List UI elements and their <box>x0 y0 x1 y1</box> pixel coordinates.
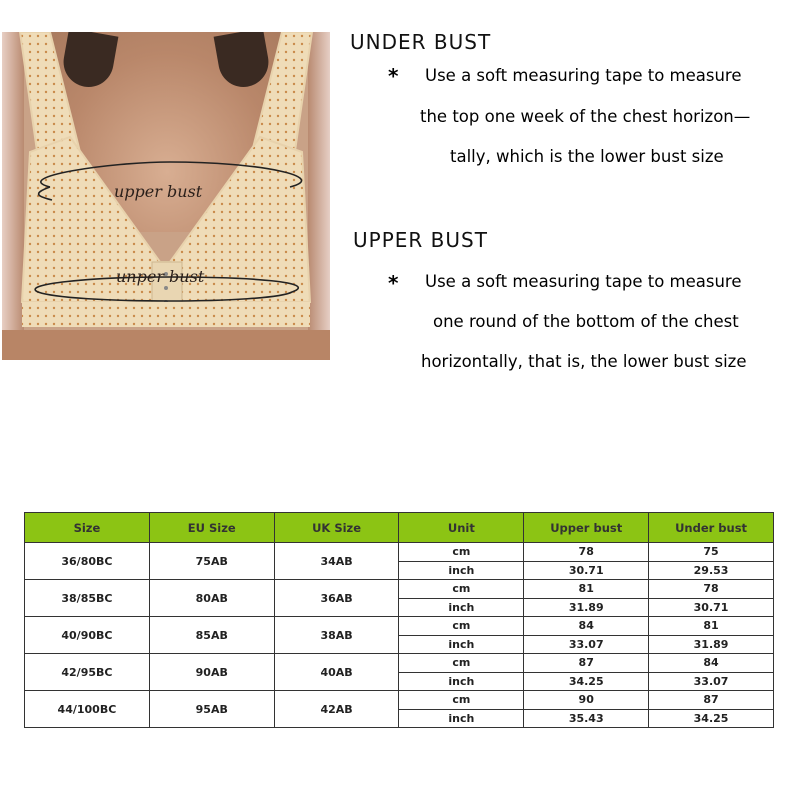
cell-uk-size: 40AB <box>274 654 399 691</box>
cell-upper-bust: 84 <box>524 617 649 636</box>
header-under-bust: Under bust <box>649 513 774 543</box>
header-upper-bust: Upper bust <box>524 513 649 543</box>
cell-unit: cm <box>399 654 524 673</box>
cell-size: 40/90BC <box>25 617 150 654</box>
under-bust-line-2: the top one week of the chest horizon— <box>420 107 751 126</box>
upper-bust-line-3: horizontally, that is, the lower bust size <box>421 352 747 371</box>
cell-under-bust: 75 <box>649 543 774 562</box>
cell-unit: cm <box>399 580 524 599</box>
cell-size: 42/95BC <box>25 654 150 691</box>
cell-under-bust: 33.07 <box>649 672 774 691</box>
photo-bottom <box>2 330 330 360</box>
cell-upper-bust: 87 <box>524 654 649 673</box>
table-header-row <box>25 513 774 543</box>
header-eu-size: EU Size <box>149 513 274 543</box>
cell-upper-bust: 31.89 <box>524 598 649 617</box>
cell-unit: inch <box>399 635 524 654</box>
cell-under-bust: 30.71 <box>649 598 774 617</box>
cell-uk-size: 38AB <box>274 617 399 654</box>
cell-unit: inch <box>399 672 524 691</box>
under-bust-line-1: Use a soft measuring tape to measure <box>425 66 742 85</box>
cell-uk-size: 34AB <box>274 543 399 580</box>
cell-eu-size: 75AB <box>149 543 274 580</box>
cell-uk-size: 42AB <box>274 691 399 728</box>
cell-size: 38/85BC <box>25 580 150 617</box>
upper-bust-title: UPPER BUST <box>353 228 488 252</box>
bullet-asterisk-icon: * <box>388 271 399 295</box>
lower-bust-label: unper bust <box>116 267 205 286</box>
cell-unit: cm <box>399 691 524 710</box>
cell-upper-bust: 81 <box>524 580 649 599</box>
under-bust-title: UNDER BUST <box>350 30 492 54</box>
cell-eu-size: 85AB <box>149 617 274 654</box>
cell-upper-bust: 78 <box>524 543 649 562</box>
table-row <box>25 654 774 673</box>
cell-upper-bust: 30.71 <box>524 561 649 580</box>
cell-under-bust: 81 <box>649 617 774 636</box>
cell-unit: inch <box>399 598 524 617</box>
cell-unit: cm <box>399 543 524 562</box>
cell-upper-bust: 33.07 <box>524 635 649 654</box>
cell-under-bust: 84 <box>649 654 774 673</box>
cell-under-bust: 29.53 <box>649 561 774 580</box>
cell-upper-bust: 90 <box>524 691 649 710</box>
cell-under-bust: 34.25 <box>649 709 774 728</box>
size-chart-table <box>24 512 774 728</box>
header-size: Size <box>25 513 150 543</box>
header-uk-size: UK Size <box>274 513 399 543</box>
cell-unit: cm <box>399 617 524 636</box>
upper-bust-label: upper bust <box>114 182 203 201</box>
upper-bust-section <box>353 228 488 252</box>
cell-eu-size: 90AB <box>149 654 274 691</box>
cell-eu-size: 95AB <box>149 691 274 728</box>
under-bust-line-3: tally, which is the lower bust size <box>450 147 724 166</box>
bullet-asterisk-icon: * <box>388 64 399 88</box>
table-row <box>25 543 774 562</box>
cell-unit: inch <box>399 709 524 728</box>
cell-size: 36/80BC <box>25 543 150 580</box>
cell-upper-bust: 35.43 <box>524 709 649 728</box>
upper-bust-line-1: Use a soft measuring tape to measure <box>425 272 742 291</box>
product-photo <box>2 32 330 360</box>
cell-uk-size: 36AB <box>274 580 399 617</box>
upper-bust-line-2: one round of the bottom of the chest <box>433 312 739 331</box>
cell-under-bust: 31.89 <box>649 635 774 654</box>
cell-upper-bust: 34.25 <box>524 672 649 691</box>
cell-eu-size: 80AB <box>149 580 274 617</box>
header-unit: Unit <box>399 513 524 543</box>
cell-size: 44/100BC <box>25 691 150 728</box>
cell-under-bust: 78 <box>649 580 774 599</box>
cell-unit: inch <box>399 561 524 580</box>
table-row <box>25 580 774 599</box>
table-row <box>25 617 774 636</box>
table-row <box>25 691 774 710</box>
cell-under-bust: 87 <box>649 691 774 710</box>
under-bust-section <box>350 30 491 54</box>
